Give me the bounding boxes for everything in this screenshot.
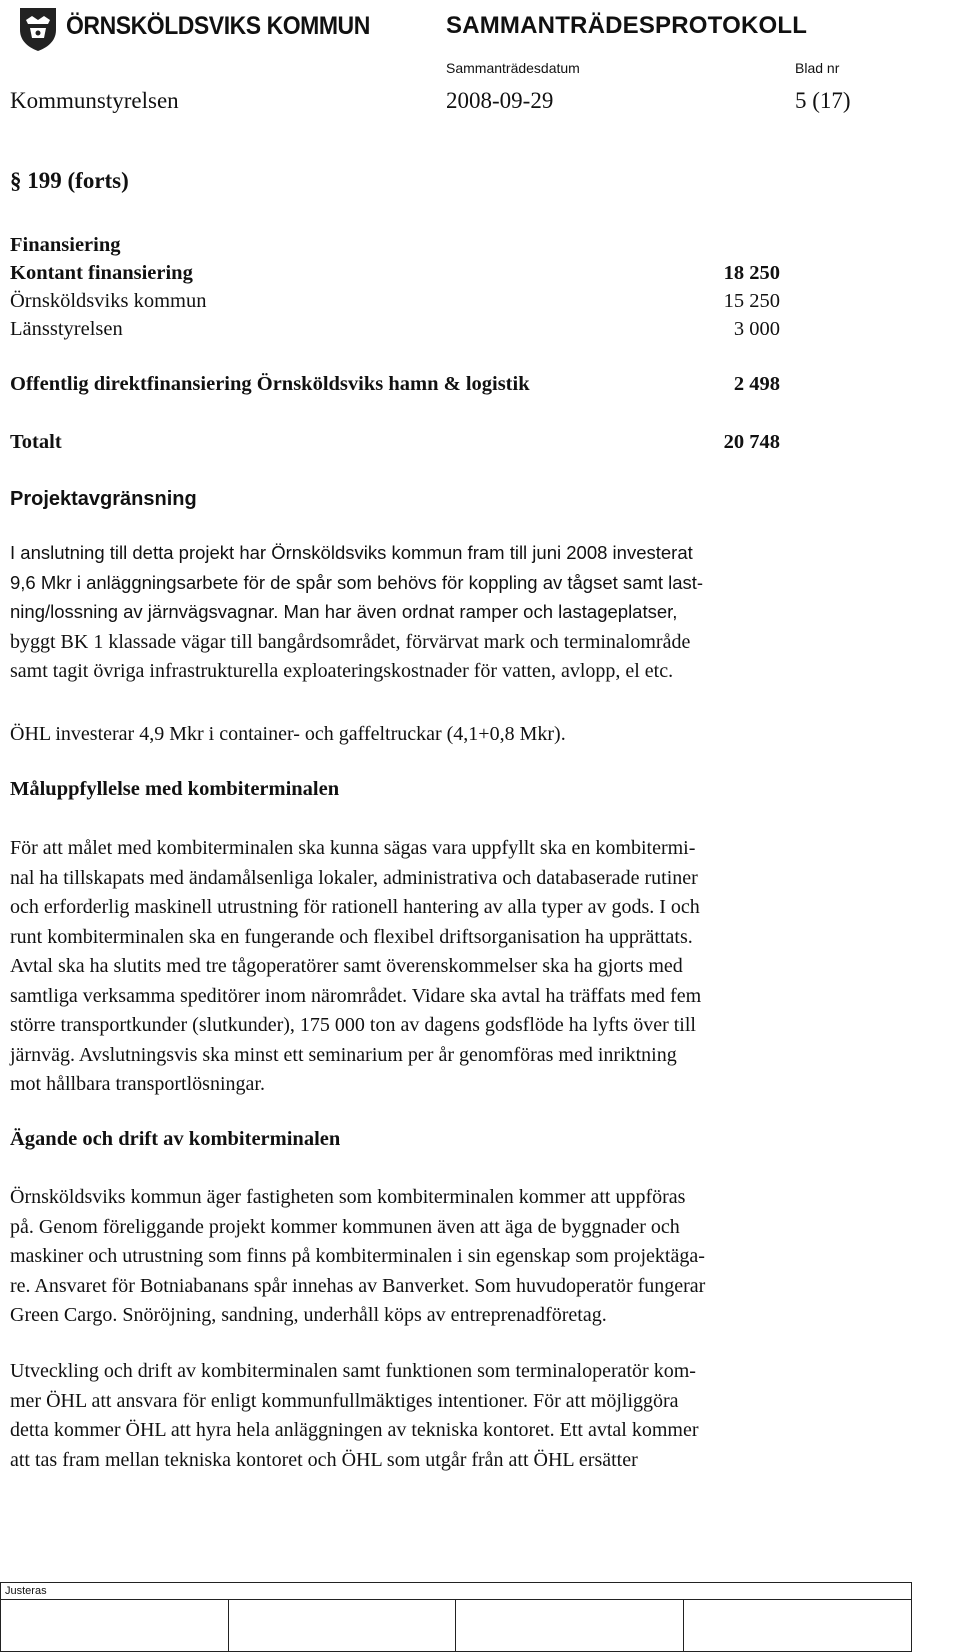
date-label: Sammanträdesdatum: [446, 60, 580, 76]
operation-paragraph: [10, 1357, 910, 1475]
text-line: Utveckling och drift av kombiterminalen samt funktionen som terminaloperatör kom-: [10, 1360, 696, 1382]
text-line: byggt BK 1 klassade vägar till bangårdsområdet, förvärvat mark och terminalområde: [10, 630, 691, 653]
text-line: maskiner och utrustning som finns på kombiterminalen i sin egenskap som projektäga-: [10, 1245, 705, 1267]
text-line: mer ÖHL att ansvara för enligt kommunfullmäktiges intentioner. För att möjliggöra: [10, 1389, 679, 1412]
text-line: Avtal ska ha slutits med tre tågoperatörer samt överenskommelser ska ha gjorts med: [10, 955, 683, 977]
signature-table: [0, 1582, 912, 1652]
ownership-paragraph: [10, 1183, 910, 1331]
text-line: 9,6 Mkr i anläggningsarbete för de spår som behövs för koppling av tågset samt last-: [10, 571, 704, 593]
text-line: samt tagit övriga infrastrukturella exploateringskostnader för vatten, avlopp, el etc.: [10, 660, 674, 682]
text-line: större transportkunder (slutkunder), 175 000 ton av dagens godsflöde ha lyfts över till: [10, 1014, 696, 1036]
financing-row-value: 18 250: [723, 262, 780, 284]
ownership-heading: Ägande och drift av kombiterminalen: [10, 1128, 341, 1150]
text-line: ÖHL investerar 4,9 Mkr i container- och gaffeltruckar (4,1+0,8 Mkr).: [10, 723, 566, 745]
financing-row-label: Kontant finansiering: [10, 262, 193, 284]
text-line: Örnsköldsviks kommun äger fastigheten som kombiterminalen kommer att uppföras: [10, 1186, 686, 1208]
financing-row-label: Örnsköldsviks kommun: [10, 290, 207, 312]
text-line: mot hållbara transportlösningar.: [10, 1073, 265, 1095]
text-line: runt kombiterminalen ska en fungerande och flexibel driftsorganisation ha upprättats.: [10, 925, 693, 948]
signature-cell: [1, 1600, 229, 1652]
financing-heading: Finansiering: [10, 234, 121, 256]
text-line: För att målet med kombiterminalen ska kunna sägas vara uppfyllt ska en kombitermi-: [10, 837, 696, 859]
text-line: Green Cargo. Snöröjning, sandning, underhåll köps av entreprenadföretag.: [10, 1304, 607, 1326]
project-scope-investment: [10, 720, 910, 750]
goals-paragraph: [10, 834, 910, 1100]
page-number: 5 (17): [795, 88, 851, 113]
page-label: Blad nr: [795, 60, 840, 76]
text-line: och erforderlig maskinell utrustning för rationell hantering av alla typer av gods. I och: [10, 896, 700, 918]
committee-name: Kommunstyrelsen: [10, 88, 179, 113]
financing-row-value: 15 250: [723, 290, 780, 312]
text-line: I anslutning till detta projekt har Örnsköldsviks kommun fram till juni 2008 investerat: [10, 542, 693, 563]
project-scope-heading: Projektavgränsning: [10, 488, 197, 510]
text-line: detta kommer ÖHL att hyra hela anläggningen av tekniska kontoret. Ett avtal kommer: [10, 1419, 699, 1441]
text-line: järnväg. Avslutningsvis ska minst ett seminarium per år genomföras med inriktning: [10, 1043, 677, 1066]
text-line: på. Genom föreliggande projekt kommer kommunen även att äga de byggnader och: [10, 1215, 680, 1238]
financing-total-label: Totalt: [10, 431, 62, 453]
signature-cell: [228, 1600, 456, 1652]
financing-row-label: Länsstyrelsen: [10, 318, 123, 340]
text-line: samtliga verksamma speditörer inom närområdet. Vidare ska avtal ha träffats med fem: [10, 984, 702, 1007]
financing-total-value: 20 748: [723, 431, 780, 453]
financing-row-value: 2 498: [733, 373, 780, 395]
text-line: att tas fram mellan tekniska kontoret och ÖHL som utgår från att ÖHL ersätter: [10, 1448, 638, 1471]
financing-row-value: 3 000: [733, 318, 780, 340]
text-line: re. Ansvaret för Botniabanans spår innehas av Banverket. Som huvudoperatör fungerar: [10, 1274, 706, 1297]
text-line: ning/lossning av järnvägsvagnar. Man har även ordnat ramper och lastageplatser,: [10, 601, 678, 622]
section-title: § 199 (forts): [10, 168, 129, 193]
justeras-label: Justeras: [1, 1583, 912, 1600]
goals-heading: Måluppfyllelse med kombiterminalen: [10, 778, 340, 800]
protocol-title: SAMMANTRÄDESPROTOKOLL: [446, 12, 808, 39]
municipality-crest-icon: [18, 6, 58, 52]
signature-cell: [684, 1600, 912, 1652]
meeting-date: 2008-09-29: [446, 88, 554, 113]
organization-name: ÖRNSKÖLDSVIKS KOMMUN: [66, 12, 370, 40]
project-scope-paragraph: [10, 538, 910, 687]
text-line: [10, 597, 910, 628]
financing-row-label: Offentlig direktfinansiering Örnsköldsviks hamn & logistik: [10, 373, 530, 395]
signature-cell: [456, 1600, 684, 1652]
text-line: nal ha tillskapats med ändamålsenliga lokaler, administrativa och databaserade rutiner: [10, 866, 698, 889]
